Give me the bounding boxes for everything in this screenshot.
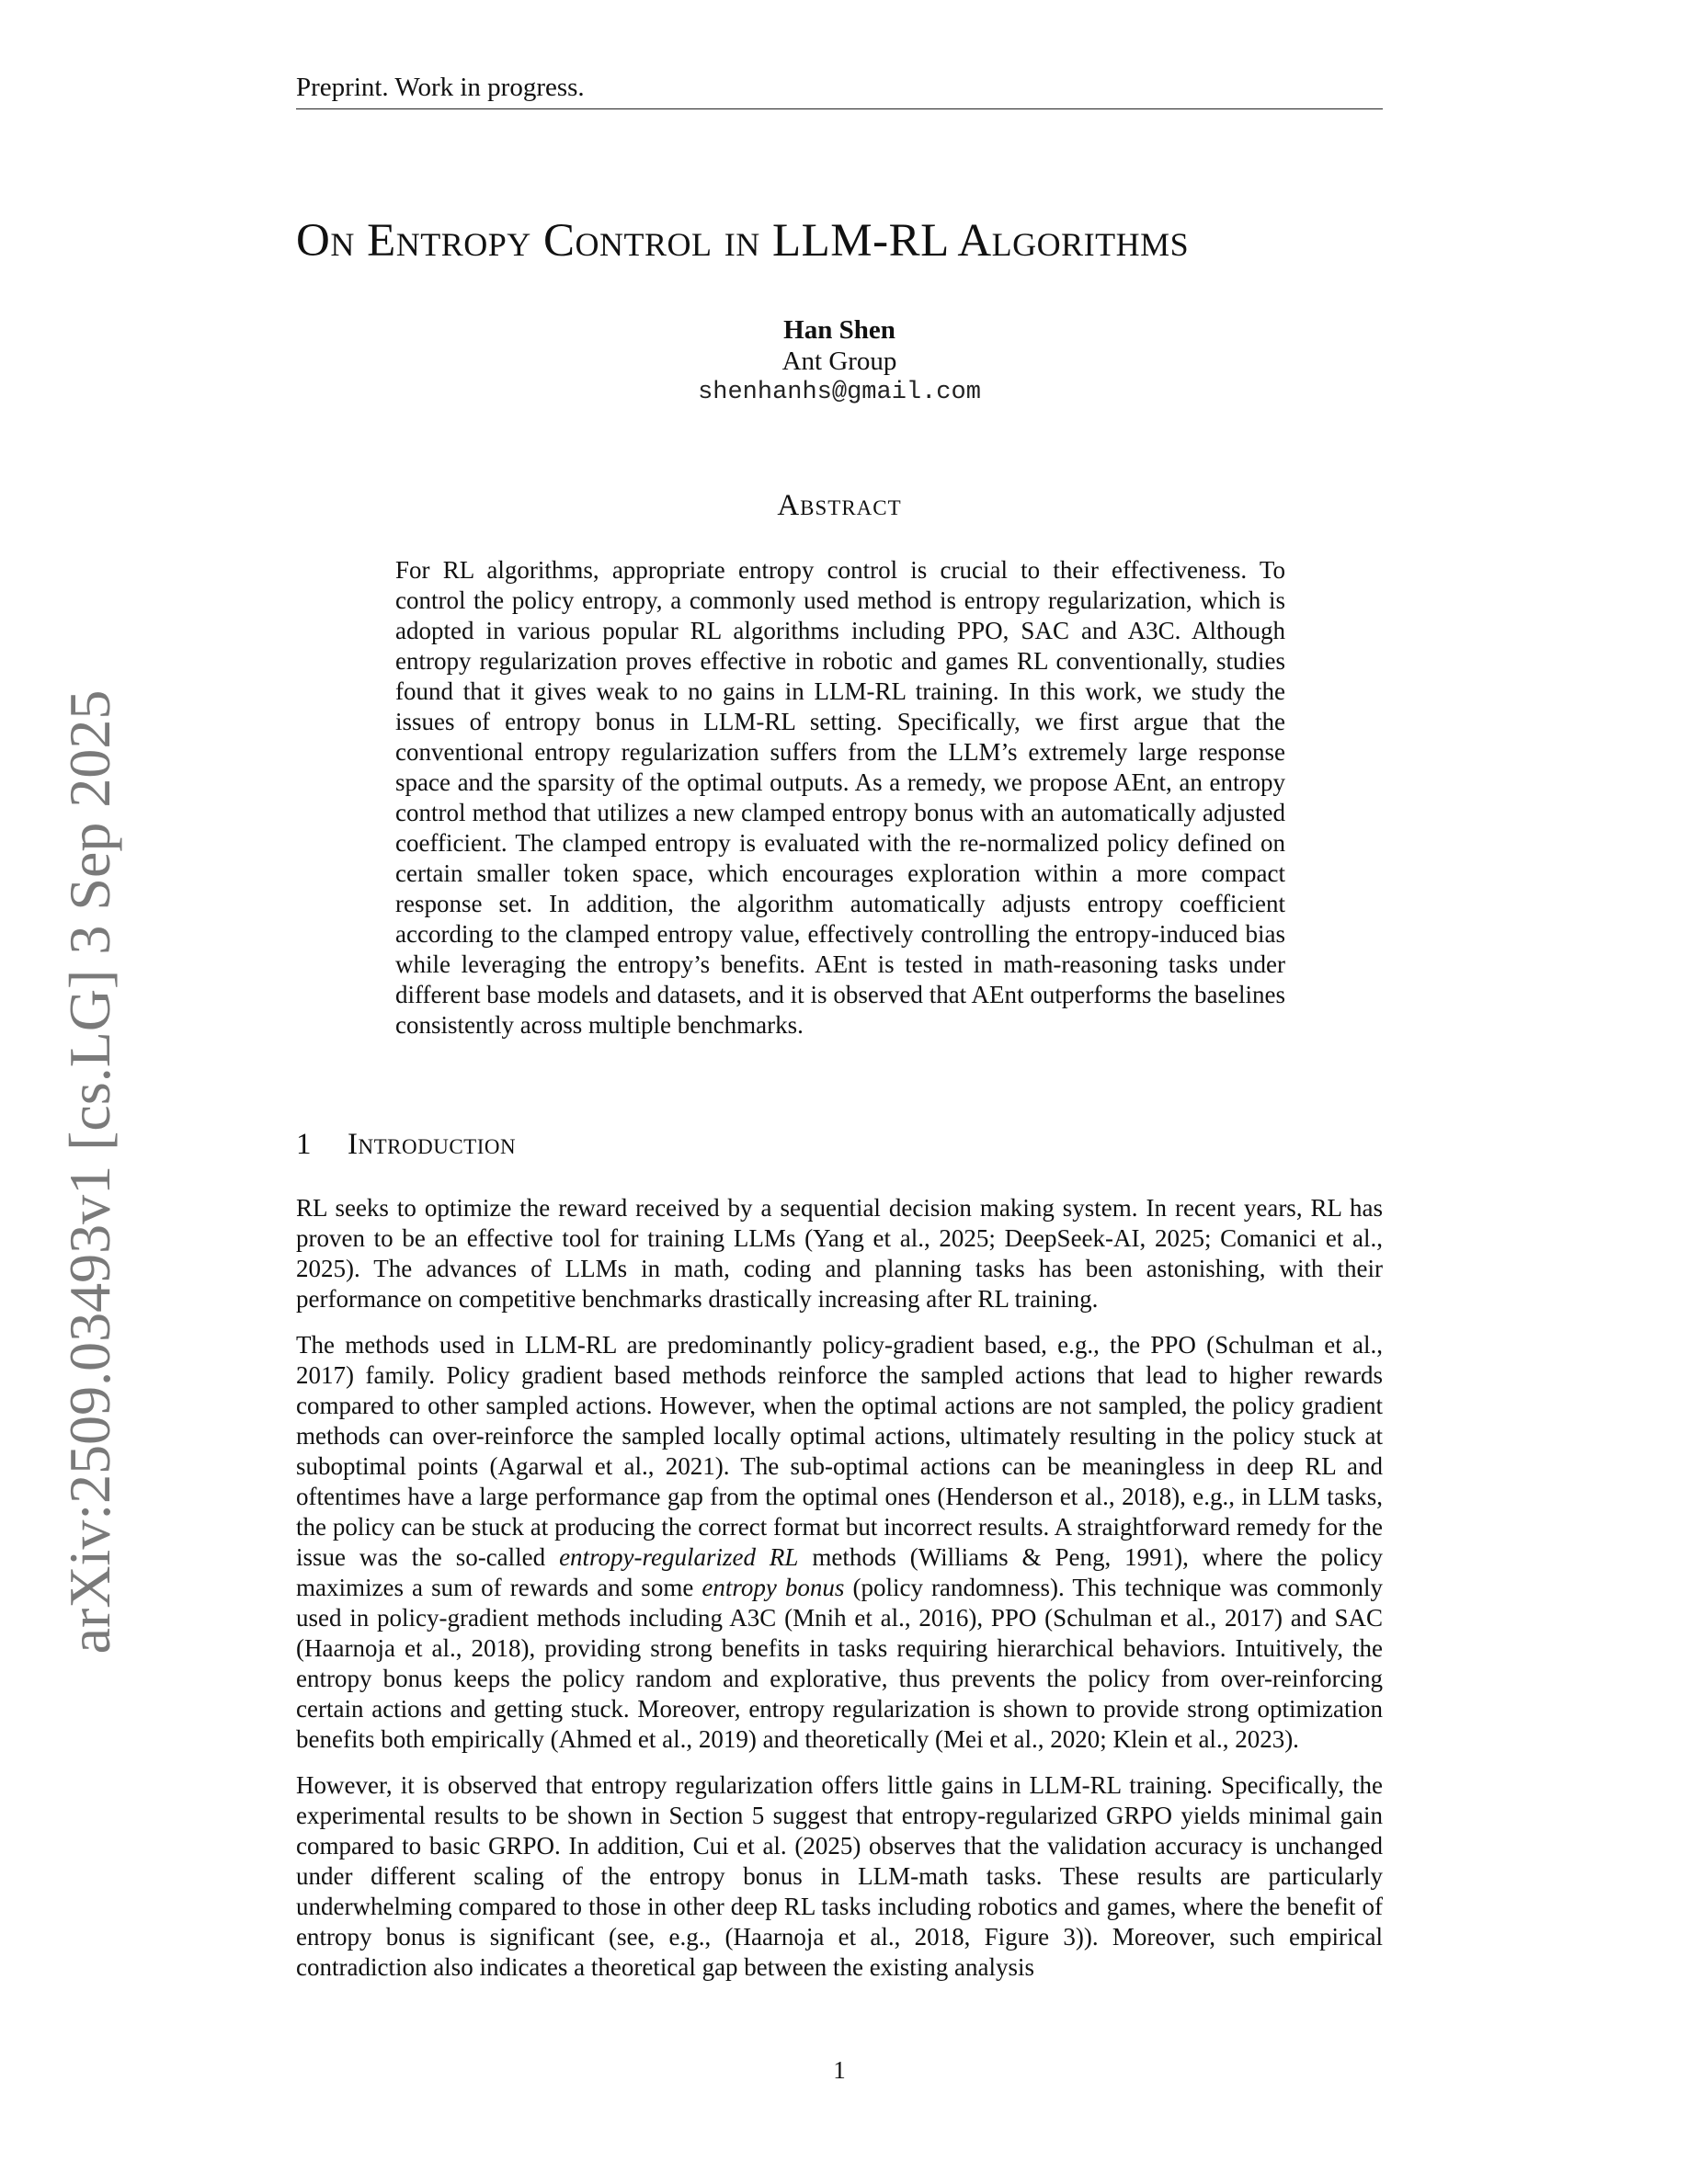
paper-title: On Entropy Control in LLM-RL Algorithms — [296, 215, 1190, 267]
author-affiliation: Ant Group — [781, 347, 897, 376]
arxiv-identifier: arXiv:2509.03493v1 [cs.LG] 3 Sep 2025 — [57, 689, 122, 1655]
section-title: Introduction — [348, 1128, 517, 1161]
author-email[interactable]: shenhanhs@gmail.com — [698, 379, 981, 406]
section-number: 1 — [296, 1128, 312, 1161]
introduction-body — [296, 1193, 1383, 1998]
author-block — [296, 314, 1383, 408]
intro-p2-emphasis-1: entropy-regularized RL — [559, 1543, 799, 1571]
abstract-text: For RL algorithms, appropriate entropy control is crucial to their effectiveness. To control the policy entropy, a commonly used method is entropy regularization, which is adopted in various popular RL algorithms including PPO, SAC and A3C. Although entropy regularization proves effective in robotic and games RL conventionally, studies found that it gives weak to no gains in LLM-RL training. In this work, we study the issues of entropy bonus in LLM-RL setting. Specifically, we first argue that the conventional entropy regularization suffers from the LLM’s extremely large response space and the sparsity of the optimal outputs. As a remedy, we propose AEnt, an entropy control method that utilizes a new clamped entropy bonus with an automatically adjusted coefficient. The clamped entropy is evaluated with the re-normalized policy defined on certain smaller token space, which encourages exploration within a more compact response set. In addition, the algorithm automatically adjusts entropy coefficient according to the clamped entropy value, effectively controlling the entropy-induced bias while leveraging the entropy’s benefits. AEnt is tested in math-reasoning tasks under different base models and datasets, and it is observed that AEnt outperforms the baselines consistently across multiple benchmarks. — [395, 556, 1285, 1039]
abstract-heading: Abstract — [777, 489, 902, 522]
running-header: Preprint. Work in progress. — [296, 72, 1383, 109]
author-name: Han Shen — [783, 315, 895, 345]
intro-paragraph-1: RL seeks to optimize the reward received by a sequential decision making system. In recent years, RL has proven to be an effective tool for training LLMs (Yang et al., 2025; DeepSeek-AI, 2025; Comanici et al., 2025). The advances of LLMs in math, coding and planning tasks has been astonishing, with their performance on competitive benchmarks drastically increasing after RL training. — [296, 1194, 1383, 1313]
intro-p2-part-a: The methods used in LLM-RL are predominantly policy-gradient based, e.g., the PPO (Schulman et al., 2017) family. Policy gradient based methods reinforce the sampled actions that lead to higher rewards compared to other sampled actions. However, when the optimal actions are not sampled, the policy gradient methods can over-reinforce the sampled locally optimal actions, ultimately resulting in the policy stuck at suboptimal points (Agarwal et al., 2021). The sub-optimal actions can be meaningless in deep RL and oftentimes have a large performance gap from the optimal ones (Henderson et al., 2018), e.g., in LLM tasks, the policy can be stuck at producing the correct format but incorrect results. A straightforward remedy for the issue was the so-called — [296, 1331, 1383, 1571]
intro-paragraph-3: However, it is observed that entropy regularization offers little gains in LLM-RL training. Specifically, the experimental results to be shown in Section 5 suggest that entropy-regularized GRPO yields minimal gain compared to basic GRPO. In addition, Cui et al. (2025) observes that the validation accuracy is unchanged under different scaling of the entropy bonus in LLM-math tasks. These results are particularly underwhelming compared to those in other deep RL tasks including robotics and games, where the benefit of entropy bonus is significant (see, e.g., (Haarnoja et al., 2018, Figure 3)). Moreover, such empirical contradiction also indicates a theoretical gap between the existing analysis — [296, 1771, 1383, 1981]
intro-p2-part-b: methods (Williams & Peng, 1991), where the policy maximizes a sum of rewards and some — [296, 1543, 1383, 1601]
page-number: 1 — [833, 2056, 846, 2084]
intro-paragraph-2 — [296, 1330, 1383, 1755]
section-heading — [296, 1126, 1383, 1163]
intro-p2-part-c: (policy randomness). This technique was commonly used in policy-gradient methods including A3C (Mnih et al., 2016), PPO (Schulman et al., 2017) and SAC (Haarnoja et al., 2018), providing strong benefits in tasks requiring hierarchical behaviors. Intuitively, the entropy bonus keeps the policy random and explorative, thus prevents the policy from over-reinforcing certain actions and getting stuck. Moreover, entropy regularization is shown to provide strong optimization benefits both empirically (Ahmed et al., 2019) and theoretically (Mei et al., 2020; Klein et al., 2023). — [296, 1574, 1383, 1753]
intro-p2-emphasis-2: entropy bonus — [701, 1574, 845, 1601]
